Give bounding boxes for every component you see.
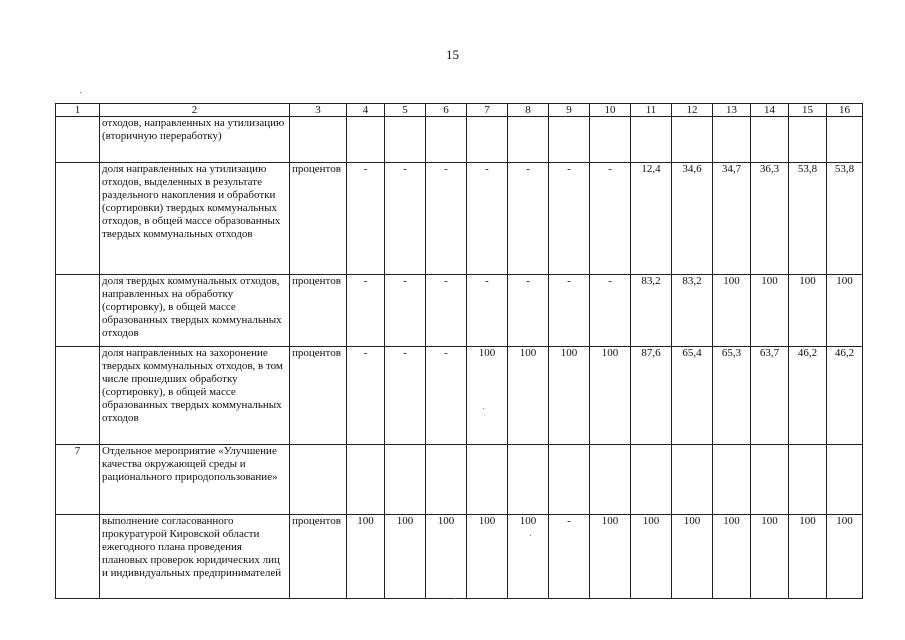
value-cell: [426, 117, 467, 163]
value-cell: 100: [590, 515, 631, 599]
column-header: 1: [56, 104, 100, 117]
value-cell: 34,7: [713, 163, 751, 275]
value-cell: 63,7: [751, 347, 789, 445]
value-cell: [672, 117, 713, 163]
value-cell: [789, 117, 827, 163]
value-cell: -: [590, 275, 631, 347]
value-cell: 53,8: [827, 163, 863, 275]
value-cell: [590, 117, 631, 163]
row-number: 7: [56, 445, 100, 515]
value-cell: 100: [751, 275, 789, 347]
value-cell: -: [549, 163, 590, 275]
row-number: [56, 515, 100, 599]
value-cell: 100: [672, 515, 713, 599]
value-cell: 100: [789, 275, 827, 347]
column-header: 4: [347, 104, 385, 117]
page-number: 15: [446, 47, 459, 62]
value-cell: 100: [508, 515, 549, 599]
value-cell: 100: [751, 515, 789, 599]
indicators-table: [55, 103, 863, 599]
value-cell: 65,3: [713, 347, 751, 445]
value-cell: [508, 445, 549, 515]
column-header: 12: [672, 104, 713, 117]
value-cell: -: [590, 163, 631, 275]
indicator-name: Отдельное мероприятие «Улучшение качества окружающей среды и рационального природопользование»: [100, 445, 290, 515]
table-row: [56, 445, 863, 515]
value-cell: -: [426, 347, 467, 445]
value-cell: [827, 117, 863, 163]
value-cell: -: [385, 163, 426, 275]
value-cell: [713, 117, 751, 163]
column-header: 7: [467, 104, 508, 117]
column-header: 2: [100, 104, 290, 117]
unit-cell: [290, 445, 347, 515]
value-cell: 12,4: [631, 163, 672, 275]
value-cell: [347, 117, 385, 163]
column-header: 5: [385, 104, 426, 117]
column-header: 8: [508, 104, 549, 117]
value-cell: 83,2: [631, 275, 672, 347]
value-cell: 100: [347, 515, 385, 599]
value-cell: [347, 445, 385, 515]
value-cell: -: [467, 163, 508, 275]
value-cell: [751, 117, 789, 163]
value-cell: -: [347, 163, 385, 275]
value-cell: [590, 445, 631, 515]
indicator-name: доля направленных на захоронение твердых коммунальных отходов, в том числе прошедших обработку (сортировку), в общей массе образованных твердых коммунальных отходов: [100, 347, 290, 445]
value-cell: -: [426, 163, 467, 275]
table-row: [56, 163, 863, 275]
value-cell: 87,6: [631, 347, 672, 445]
value-cell: 46,2: [827, 347, 863, 445]
table-header-row: [56, 104, 863, 117]
indicator-name: доля направленных на утилизацию отходов, выделенных в результате раздельного накопления и обработки (сортировки) твердых коммунальных отходов, в общей массе образованных твердых коммунальных отходов: [100, 163, 290, 275]
value-cell: 100: [467, 515, 508, 599]
value-cell: 100: [789, 515, 827, 599]
scan-speck: [483, 408, 484, 409]
column-header: 9: [549, 104, 590, 117]
value-cell: [789, 445, 827, 515]
value-cell: [385, 445, 426, 515]
value-cell: -: [385, 275, 426, 347]
value-cell: [426, 445, 467, 515]
column-header: 10: [590, 104, 631, 117]
value-cell: [631, 445, 672, 515]
unit-cell: процентов: [290, 275, 347, 347]
value-cell: [672, 445, 713, 515]
unit-cell: [290, 117, 347, 163]
indicator-name: выполнение согласованного прокуратурой Кировской области ежегодного плана проведения плановых проверок юридических лиц и индивидуальных предпринимателей: [100, 515, 290, 599]
value-cell: -: [508, 163, 549, 275]
value-cell: [713, 445, 751, 515]
scan-speck: [530, 535, 531, 536]
table-row: [56, 347, 863, 445]
row-number: [56, 163, 100, 275]
value-cell: 46,2: [789, 347, 827, 445]
value-cell: [827, 445, 863, 515]
value-cell: [631, 117, 672, 163]
value-cell: 100: [385, 515, 426, 599]
column-header: 3: [290, 104, 347, 117]
value-cell: [385, 117, 426, 163]
column-header: 16: [827, 104, 863, 117]
value-cell: [508, 117, 549, 163]
row-number: [56, 347, 100, 445]
row-number: [56, 117, 100, 163]
value-cell: 100: [590, 347, 631, 445]
column-header: 13: [713, 104, 751, 117]
value-cell: 83,2: [672, 275, 713, 347]
value-cell: 100: [713, 275, 751, 347]
value-cell: -: [508, 275, 549, 347]
value-cell: [751, 445, 789, 515]
table-row: [56, 117, 863, 163]
value-cell: -: [347, 275, 385, 347]
value-cell: [467, 117, 508, 163]
value-cell: 65,4: [672, 347, 713, 445]
value-cell: -: [549, 515, 590, 599]
unit-cell: процентов: [290, 163, 347, 275]
indicator-name: отходов, направленных на утилизацию (вторичную переработку): [100, 117, 290, 163]
value-cell: [467, 445, 508, 515]
value-cell: 34,6: [672, 163, 713, 275]
value-cell: -: [426, 275, 467, 347]
value-cell: [549, 445, 590, 515]
value-cell: -: [385, 347, 426, 445]
column-header: 6: [426, 104, 467, 117]
value-cell: 100: [467, 347, 508, 445]
value-cell: 100: [827, 515, 863, 599]
value-cell: -: [549, 275, 590, 347]
unit-cell: процентов: [290, 515, 347, 599]
value-cell: [549, 117, 590, 163]
column-header: 14: [751, 104, 789, 117]
value-cell: 100: [827, 275, 863, 347]
row-number: [56, 275, 100, 347]
unit-cell: процентов: [290, 347, 347, 445]
value-cell: 36,3: [751, 163, 789, 275]
scan-speck: [455, 598, 456, 599]
value-cell: -: [467, 275, 508, 347]
column-header: 15: [789, 104, 827, 117]
value-cell: 53,8: [789, 163, 827, 275]
value-cell: 100: [508, 347, 549, 445]
value-cell: 100: [426, 515, 467, 599]
value-cell: -: [347, 347, 385, 445]
value-cell: 100: [631, 515, 672, 599]
scan-speck: [80, 92, 81, 93]
table-row: [56, 515, 863, 599]
column-header: 11: [631, 104, 672, 117]
value-cell: 100: [713, 515, 751, 599]
value-cell: 100: [549, 347, 590, 445]
indicator-name: доля твердых коммунальных отходов, направленных на обработку (сортировку), в общей массе образованных твердых коммунальных отходов: [100, 275, 290, 347]
table-row: [56, 275, 863, 347]
